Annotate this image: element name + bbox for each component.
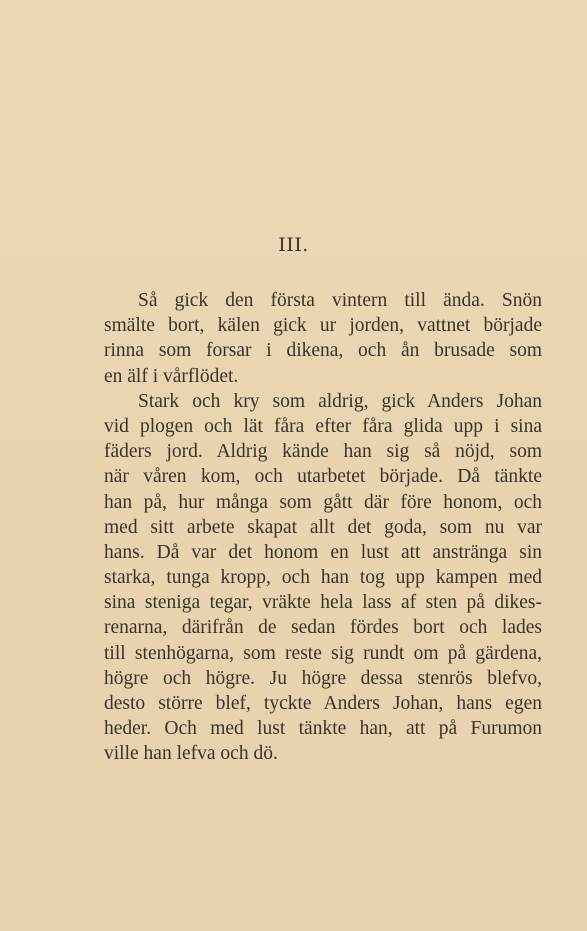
text-line: till stenhögarna, som reste sig rundt om på gärdena, [104, 642, 542, 664]
text-line: högre och högre. Ju högre dessa stenrös blefvo, [104, 667, 542, 689]
text-line: starka, tunga kropp, och han tog upp kampen med [104, 567, 542, 589]
text-line: Stark och kry som aldrig, gick Anders Johan [138, 390, 542, 412]
text-line: ville han lefva och dö. [104, 743, 278, 765]
text-line: vid plogen och lät fåra efter fåra glida upp i sina [104, 415, 542, 437]
text-line: rinna som forsar i dikena, och ån brusade som [104, 340, 542, 362]
text-line: hans. Då var det honom en lust att anstränga sin [104, 541, 542, 563]
chapter-heading: III. [278, 234, 309, 256]
text-line: smälte bort, kälen gick ur jorden, vattnet började [104, 315, 542, 337]
text-line: sina steniga tegar, vräkte hela lass af sten på dikes- [104, 592, 542, 614]
text-line: renarna, därifrån de sedan fördes bort och lades [104, 617, 542, 639]
text-line: fäders jord. Aldrig kände han sig så nöjd, som [104, 441, 542, 463]
text-line: desto större blef, tyckte Anders Johan, hans egen [104, 693, 542, 714]
text-line: när våren kom, och utarbetet började. Då tänkte [104, 466, 542, 488]
text-line: en älf i vårflödet. [104, 365, 239, 387]
text-line: Så gick den första vintern till ända. Snön [138, 290, 542, 311]
text-line: heder. Och med lust tänkte han, att på Furumon [104, 718, 542, 740]
text-line: med sitt arbete skapat allt det goda, som nu var [104, 516, 542, 538]
body-text [104, 288, 542, 767]
paragraph-1 [104, 288, 542, 389]
paragraph-2 [104, 389, 542, 767]
text-line: han på, hur många som gått där före honom, och [104, 491, 542, 513]
